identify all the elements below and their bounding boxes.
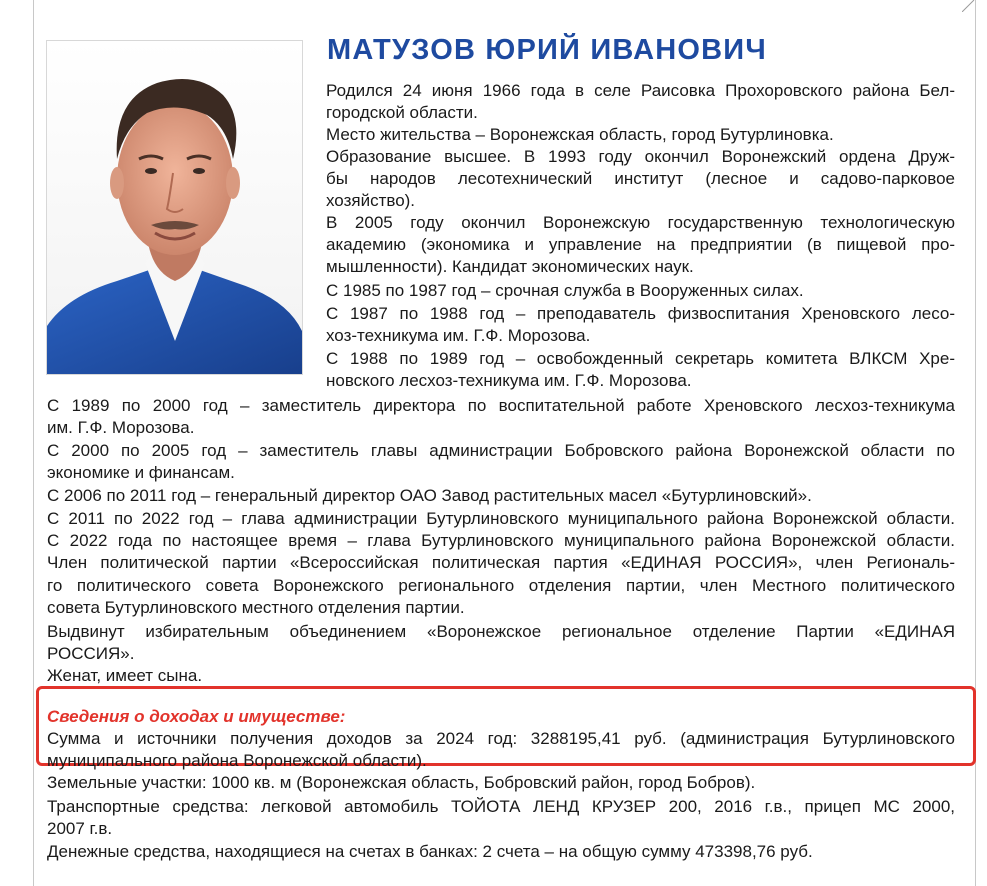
- property-line: Земельные участки: 1000 кв. м (Воронежская область, Бобровский район, город Бобров).: [47, 773, 756, 792]
- income-line: муниципального района Воронежской области).: [47, 751, 427, 770]
- income-heading: Сведения о доходах и имуществе:: [47, 707, 346, 726]
- bio-line: С 1989 по 2000 год – заместитель директора по воспитательной работе Хреновского лесхоз-техникума: [47, 396, 955, 415]
- bio-line: С 2011 по 2022 год – глава администрации Бутурлиновского муниципального района Воронежской области.: [47, 509, 955, 528]
- bio-line: го политического совета Воронежского регионального отделения партии, член Местного политического: [47, 576, 955, 595]
- bio-line: мышленности). Кандидат экономических наук.: [326, 257, 694, 276]
- bio-line: В 2005 году окончил Воронежскую государственную технологическую: [326, 213, 955, 232]
- bio-line: хоз-техникума им. Г.Ф. Морозова.: [326, 326, 591, 345]
- bio-line: Член политической партии «Всероссийская политическая партия «ЕДИНАЯ РОССИЯ», член Региональ-: [47, 553, 955, 572]
- candidate-photo: [46, 40, 303, 375]
- bio-line: С 1988 по 1989 год – освобожденный секретарь комитета ВЛКСМ Хре-: [326, 349, 955, 368]
- page-corner-mark: [962, 0, 984, 12]
- bio-line: РОССИЯ».: [47, 644, 135, 663]
- property-line: 2007 г.в.: [47, 819, 113, 838]
- bio-line: им. Г.Ф. Морозова.: [47, 418, 195, 437]
- bio-line: новского лесхоз-техникума им. Г.Ф. Морозова.: [326, 371, 692, 390]
- bio-line: бы народов лесотехнический институт (лесное и садово-парковое: [326, 169, 955, 188]
- candidate-name: МАТУЗОВ ЮРИЙ ИВАНОВИЧ: [327, 34, 767, 66]
- bio-line: С 2000 по 2005 год – заместитель главы администрации Бобровского района Воронежской области по: [47, 441, 955, 460]
- bio-line: Женат, имеет сына.: [47, 666, 203, 685]
- income-line: Сумма и источники получения доходов за 2024 год: 3288195,41 руб. (администрация Бутурлиновского: [47, 729, 955, 748]
- property-line: Денежные средства, находящиеся на счетах в банках: 2 счета – на общую сумму 473398,76 руб.: [47, 842, 813, 861]
- bio-line: С 1987 по 1988 год – преподаватель физвоспитания Хреновского лесо-: [326, 304, 955, 323]
- bio-line: Образование высшее. В 1993 году окончил Воронежский ордена Друж-: [326, 147, 955, 166]
- bio-line: хозяйство).: [326, 191, 416, 210]
- bio-line: Выдвинут избирательным объединением «Воронежское региональное отделение Партии «ЕДИНАЯ: [47, 622, 955, 641]
- bio-line: С 2022 года по настоящее время – глава Бутурлиновского муниципального района Воронежской области.: [47, 531, 955, 550]
- bio-line: совета Бутурлиновского местного отделения партии.: [47, 598, 465, 617]
- bio-line: экономике и финансам.: [47, 463, 235, 482]
- bio-line: Родился 24 июня 1966 года в селе Раисовка Прохоровского района Бел-: [326, 81, 955, 100]
- bio-line: Место жительства – Воронежская область, город Бутурлиновка.: [326, 125, 834, 144]
- bio-line: С 1985 по 1987 год – срочная служба в Вооруженных силах.: [326, 281, 804, 300]
- bio-line: академию (экономика и управление на предприятии (в пищевой про-: [326, 235, 955, 254]
- bio-line: городской области.: [326, 103, 478, 122]
- bio-line: С 2006 по 2011 год – генеральный директор ОАО Завод растительных масел «Бутурлиновский».: [47, 486, 812, 505]
- page-frame-left: [33, 0, 34, 886]
- property-line: Транспортные средства: легковой автомобиль ТОЙОТА ЛЕНД КРУЗЕР 200, 2016 г.в., прицеп МС 2000,: [47, 797, 955, 816]
